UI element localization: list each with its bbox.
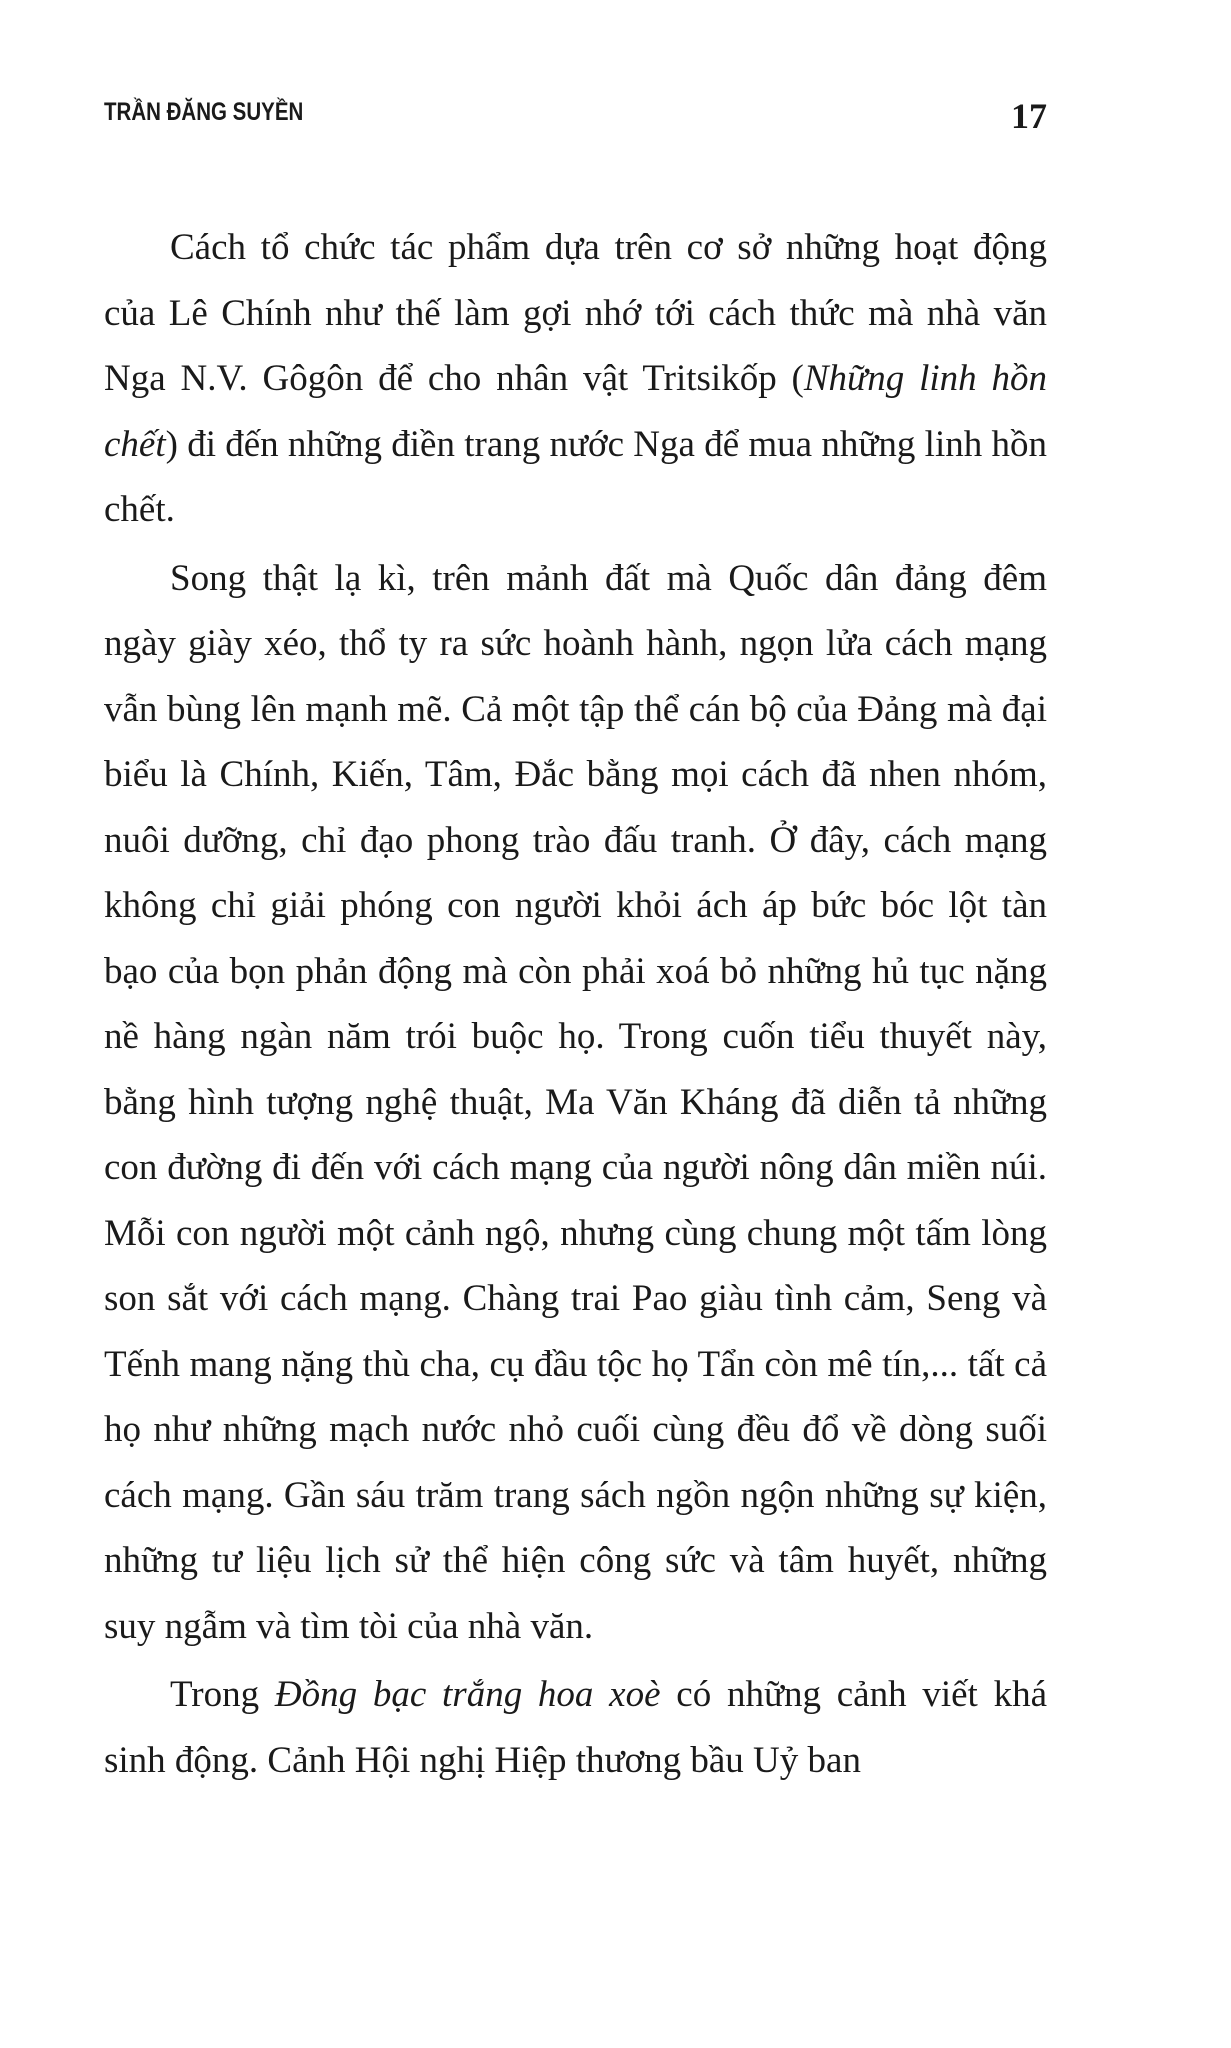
paragraph-1 bbox=[104, 215, 1047, 543]
paragraph-2-text: Song thật lạ kì, trên mảnh đất mà Quốc dân đảng đêm ngày giày xéo, thổ ty ra sức hoành hành, ngọn lửa cách mạng vẫn bùng lên mạnh mẽ. Cả một tập thể cán bộ của Đảng mà đại biểu là Chính, Kiến, Tâm, Đắc bằng mọi cách đã nhen nhóm, nuôi dưỡng, chỉ đạo phong trào đấu tranh. Ở đây, cách mạng không chỉ giải phóng con người khỏi ách áp bức bóc lột tàn bạo của bọn phản động mà còn phải xoá bỏ những hủ tục nặng nề hàng ngàn năm trói buộc họ. Trong cuốn tiểu thuyết này, bằng hình tượng nghệ thuật, Ma Văn Kháng đã diễn tả những con đường đi đến với cách mạng của người nông dân miền núi. Mỗi con người một cảnh ngộ, nhưng cùng chung một tấm lòng son sắt với cách mạng. Chàng trai Pao giàu tình cảm, Seng và Tếnh mang nặng thù cha, cụ đầu tộc họ Tẩn còn mê tín,... tất cả họ như những mạch nước nhỏ cuối cùng đều đổ về dòng suối cách mạng. Gần sáu trăm trang sách ngồn ngộn những sự kiện, những tư liệu lịch sử thể hiện công sức và tâm huyết, những suy ngẫm và tìm tòi của nhà văn. bbox=[104, 557, 1047, 1647]
paragraph-3-text-a: Trong bbox=[170, 1674, 275, 1715]
paragraph-3-text-b: có những cảnh viết khá sinh động. Cảnh Hội nghị Hiệp thương bầu Uỷ ban bbox=[104, 1674, 1047, 1781]
body-text bbox=[104, 215, 1047, 1793]
paragraph-3-book-title: Đồng bạc trắng hoa xoè bbox=[274, 1674, 661, 1715]
page-number: 17 bbox=[1011, 96, 1047, 136]
paragraph-1-text-a: Cách tổ chức tác phẩm dựa trên cơ sở những hoạt động của Lê Chính như thế làm gợi nhớ tới cách thức mà nhà văn Nga N.V. Gôgôn để cho nhân vật Tritsikốp ( bbox=[104, 227, 1047, 399]
paragraph-2 bbox=[104, 546, 1047, 1660]
running-head-author: TRẦN ĐĂNG SUYỀN bbox=[104, 98, 304, 126]
paragraph-1-text-b: ) đi đến những điền trang nước Nga để mua những linh hồn chết. bbox=[104, 423, 1047, 530]
paragraph-1-book-title: Những linh hồn chết bbox=[104, 358, 1048, 465]
paragraph-3 bbox=[104, 1662, 1047, 1793]
